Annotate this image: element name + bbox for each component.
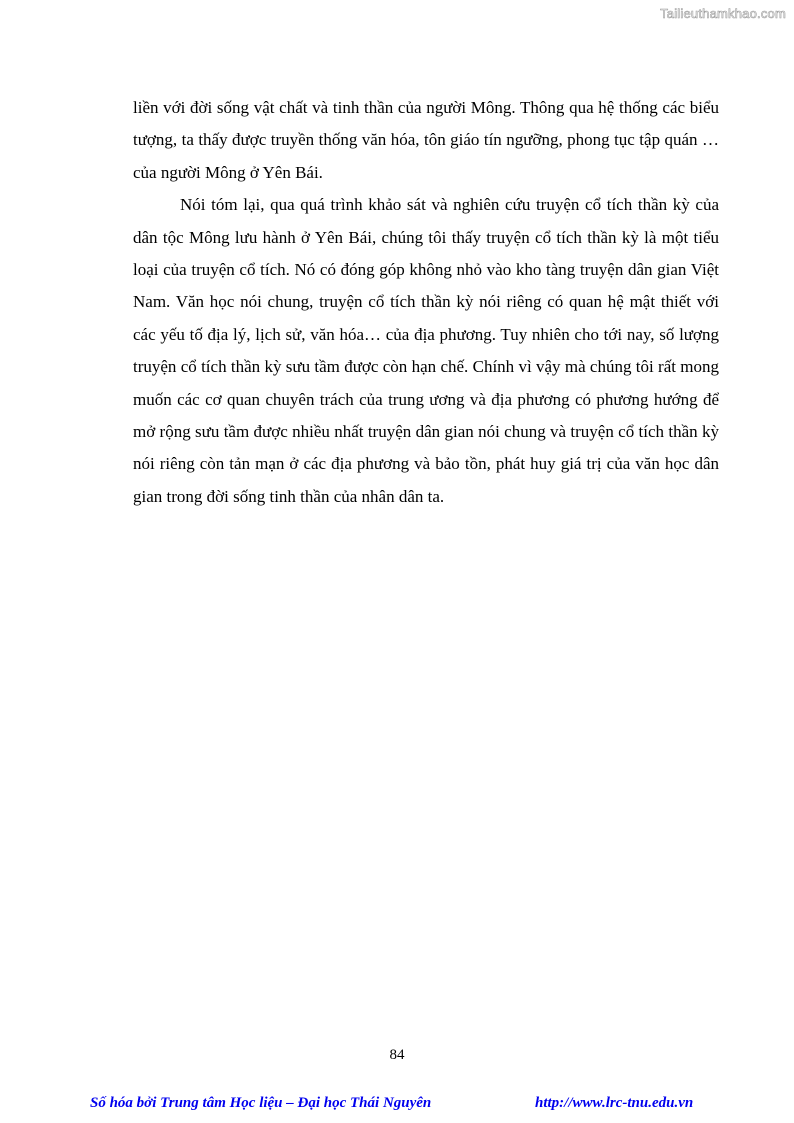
footer-digitized-by: Số hóa bởi Trung tâm Học liệu – Đại học Thái Nguyên [90,1095,432,1111]
paragraph-continuation: liền với đời sống vật chất và tinh thần của người Mông. Thông qua hệ thống các biểu tượng, ta thấy được truyền thống văn hóa, tôn giáo tín ngưỡng, phong tục tập quán …của người Mông ở Yên Bái. [133,98,719,182]
watermark-text: Tailieuthamkhao.com [660,6,786,21]
page-number: 84 [389,1047,405,1063]
paragraph-summary: Nói tóm lại, qua quá trình khảo sát và nghiên cứu truyện cổ tích thần kỳ của dân tộc Mông lưu hành ở Yên Bái, chúng tôi thấy truyện cổ tích thần kỳ là một tiểu loại của truyện cổ tích. Nó có đóng góp không nhỏ vào kho tàng truyện dân gian Việt Nam. Văn học nói chung, truyện cổ tích thần kỳ nói riêng có quan hệ mật thiết với các yếu tố địa lý, lịch sử, văn hóa… của địa phương. Tuy nhiên cho tới nay, số lượng truyện cổ tích thần kỳ sưu tầm được còn hạn chế. Chính vì vậy mà chúng tôi rất mong muốn các cơ quan chuyên trách của trung ương và địa phương có phương hướng để mở rộng sưu tầm được nhiều nhất truyện dân gian nói chung và truyện cổ tích thần kỳ nói riêng còn tản mạn ở các địa phương và bảo tồn, phát huy giá trị của văn học dân gian trong đời sống tinh thần của nhân dân ta. [133,195,719,506]
footer-link[interactable]: http://www.lrc-tnu.edu.vn [535,1095,694,1111]
document-body [133,92,719,513]
